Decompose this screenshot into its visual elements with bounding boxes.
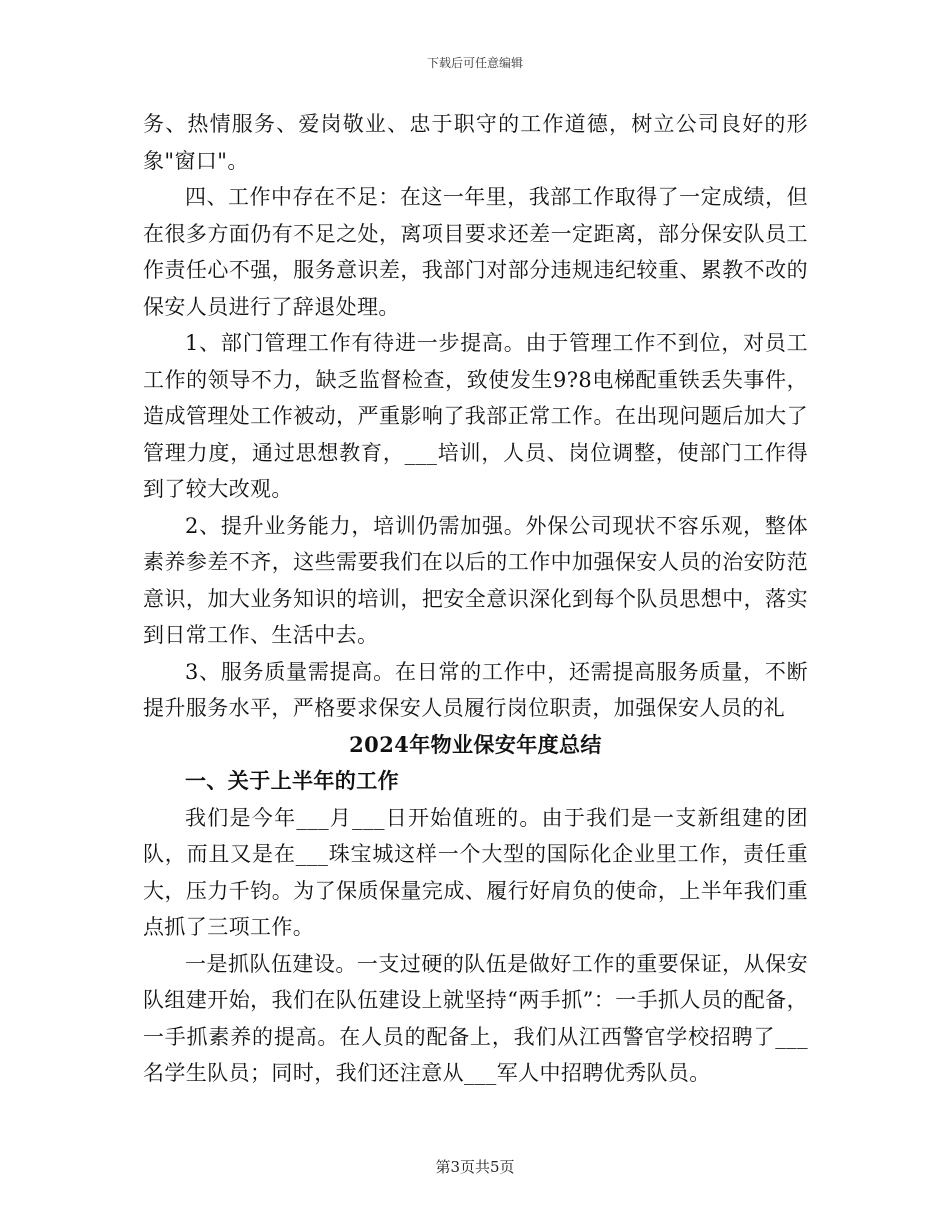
paragraph-item-2: 2、提升业务能力，培训仍需加强。外保公司现状不容乐观，整体素养参差不齐，这些需要我们在以后的工作中加强保安人员的治安防范意识，加大业务知识的培训，把安全意识深化到每个队员思想中，落实到日常工作、生活中去。: [143, 513, 808, 647]
paragraph-item-3: 3、服务质量需提高。在日常的工作中，还需提高服务质量，不断提升服务水平，严格要求保安人员履行岗位职责，加强保安人员的礼: [143, 659, 808, 720]
document-body: [143, 106, 808, 1092]
paragraph-continuation: 务、热情服务、爱岗敬业、忠于职守的工作道德，树立公司良好的形象"窗口"。: [143, 112, 808, 173]
paragraph-start-duty: 我们是今年___月___日开始值班的。由于我们是一支新组建的团队，而且又是在___珠宝城这样一个大型的国际化企业里工作，责任重大，压力千钧。为了保质保量完成、履行好肩负的使命，上半年我们重点抓了三项工作。: [143, 805, 808, 939]
paragraph-item-1: 1、部门管理工作有待进一步提高。由于管理工作不到位，对员工工作的领导不力，缺乏监督检查，致使发生9?8电梯配重铁丢失事件，造成管理处工作被动，严重影响了我部正常工作。在出现问题后加大了管理力度，通过思想教育，___培训，人员、岗位调整，使部门工作得到了较大改观。: [143, 331, 808, 501]
page-number: 第3页共5页: [435, 1158, 515, 1176]
paragraph-shortcomings: 四、工作中存在不足：在这一年里，我部工作取得了一定成绩，但在很多方面仍有不足之处，离项目要求还差一定距离，部分保安队员工作责任心不强，服务意识差，我部门对部分违规违纪较重、累教不改的保安人员进行了辞退处理。: [143, 185, 808, 319]
paragraph-team-building: 一是抓队伍建设。一支过硬的队伍是做好工作的重要保证，从保安队组建开始，我们在队伍建设上就坚持“两手抓”：一手抓人员的配备，一手抓素养的提高。在人员的配备上，我们从江西警官学校招聘了___名学生队员；同时，我们还注意从___军人中招聘优秀队员。: [143, 951, 808, 1085]
header-note: 下载后可任意编辑: [426, 56, 523, 70]
document-title: 2024年物业保安年度总结: [349, 731, 602, 757]
section-heading: 一、关于上半年的工作: [185, 768, 399, 793]
